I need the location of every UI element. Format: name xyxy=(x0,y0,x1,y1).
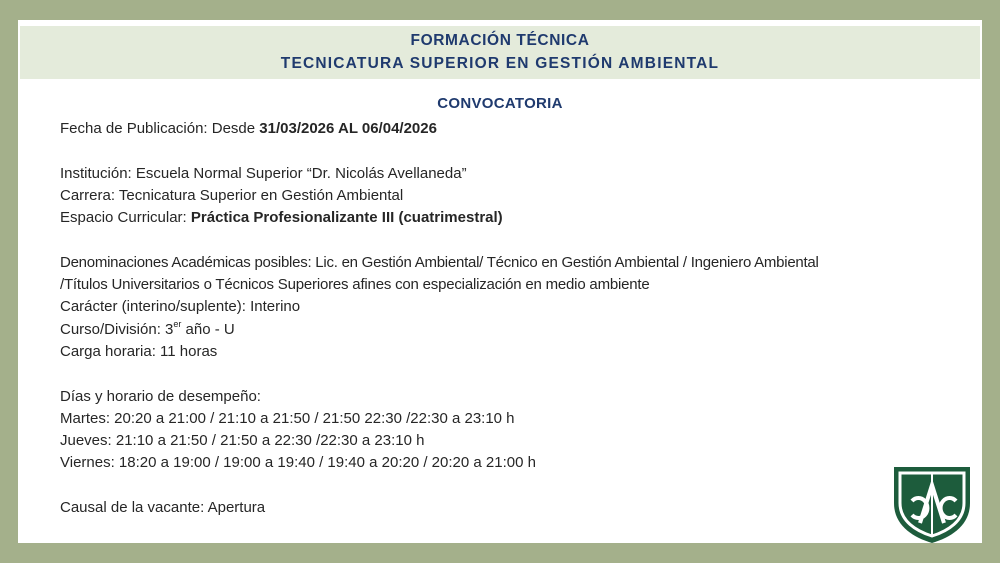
espacio-label: Espacio Curricular: xyxy=(60,209,191,227)
viernes-line: Viernes: 18:20 a 19:00 / 19:00 a 19:40 / 19:40 a 20:20 / 20:20 a 21:00 h xyxy=(60,454,536,472)
espacio-value: Práctica Profesionalizante III (cuatrimestral) xyxy=(190,209,503,227)
curso-label: Curso/División: 3 xyxy=(60,320,174,338)
espacio-line xyxy=(60,207,975,229)
fecha-value: 31/03/2026 AL 06/04/2026 xyxy=(259,120,437,137)
announcement-body xyxy=(60,118,975,519)
dias-title: Días y horario de desempeño: xyxy=(60,387,261,405)
causal-line: Causal de la vacante: Apertura xyxy=(60,499,266,517)
caracter-line: Carácter (interino/suplente): Interino xyxy=(60,298,301,316)
club-shield-icon xyxy=(890,463,974,545)
martes-line: Martes: 20:20 a 21:00 / 21:10 a 21:50 / 21:50 22:30 /22:30 a 23:10 h xyxy=(60,409,515,427)
header-banner xyxy=(20,26,980,79)
denominaciones-line1: Denominaciones Académicas posibles: Lic. en Gestión Ambiental/ Técnico en Gestión Ambiental / Ingeniero Ambiental xyxy=(60,253,819,271)
announcement-card xyxy=(18,20,982,543)
header-title-line1: FORMACIÓN TÉCNICA xyxy=(410,32,590,49)
carrera-line: Carrera: Tecnicatura Superior en Gestión Ambiental xyxy=(60,186,404,204)
curso-sup: er xyxy=(173,318,182,329)
fecha-label: Fecha de Publicación: Desde xyxy=(60,120,260,137)
fecha-line xyxy=(60,118,975,140)
curso-line xyxy=(60,319,975,341)
carga-line: Carga horaria: 11 horas xyxy=(60,342,218,360)
page-subtitle: CONVOCATORIA xyxy=(437,95,563,112)
denominaciones-line2: /Títulos Universitarios o Técnicos Superiores afines con especialización en medio ambiente xyxy=(60,276,650,294)
curso-rest: año - U xyxy=(181,320,235,338)
jueves-line: Jueves: 21:10 a 21:50 / 21:50 a 22:30 /22:30 a 23:10 h xyxy=(60,432,425,450)
institucion-line: Institución: Escuela Normal Superior “Dr. Nicolás Avellaneda” xyxy=(60,164,467,182)
header-title-line2: TECNICATURA SUPERIOR EN GESTIÓN AMBIENTAL xyxy=(280,55,720,72)
